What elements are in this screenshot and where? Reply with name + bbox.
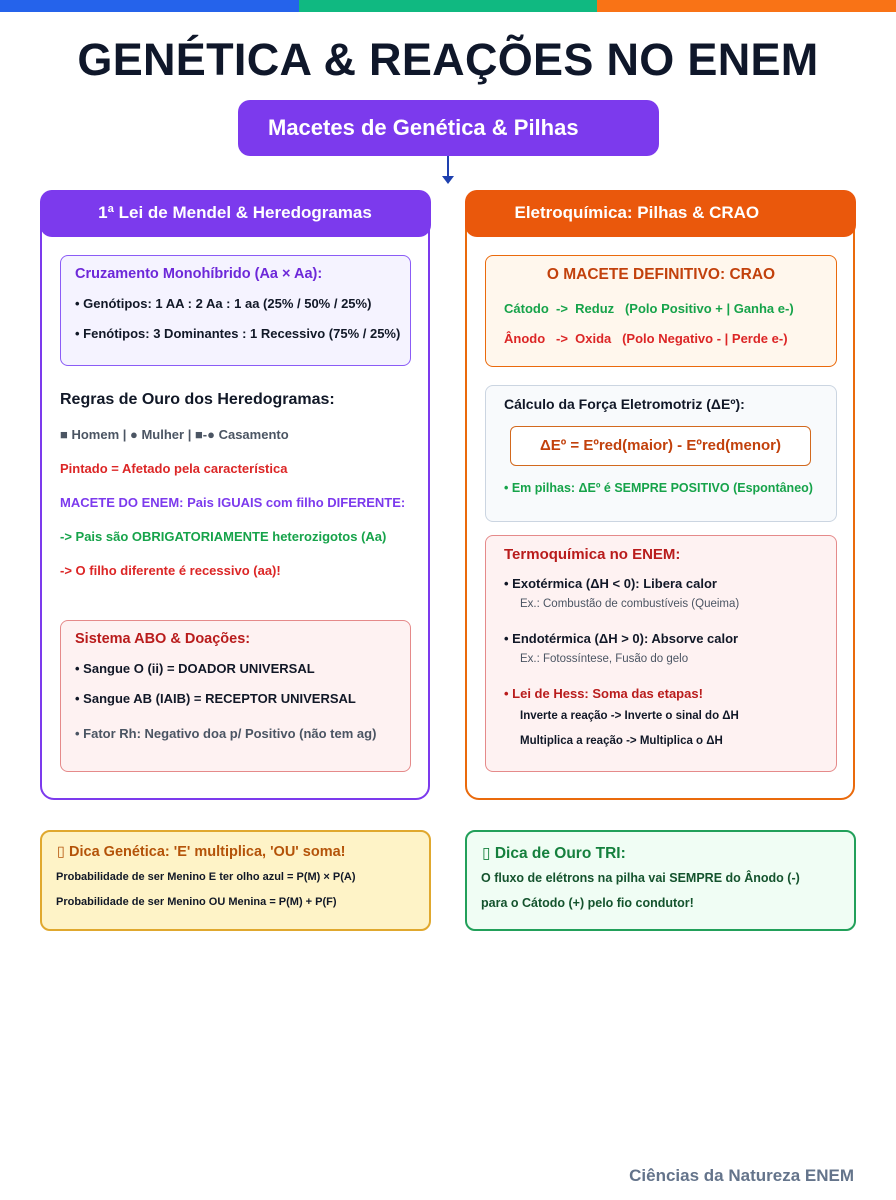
genetics-header-text: 1ª Lei de Mendel & Heredogramas	[98, 203, 372, 222]
connector-line	[447, 156, 449, 178]
tri-tip-box	[465, 830, 856, 931]
emf-box	[485, 385, 837, 522]
emf-formula: ΔEº = Eºred(maior) - Eºred(menor)	[539, 437, 781, 454]
subtitle-text: Macetes de Genética & Pilhas	[268, 115, 579, 140]
blood-ab-line: • Sangue AB (IAIB) = RECEPTOR UNIVERSAL	[75, 691, 356, 706]
exothermic-line: • Exotérmica (ΔH < 0): Libera calor	[504, 576, 717, 591]
recessive-rule: -> O filho diferente é recessivo (aa)!	[60, 563, 281, 578]
top-bar-orange-segment	[597, 0, 896, 12]
emf-formula-box	[510, 426, 811, 466]
emf-note: • Em pilhas: ΔEº é SEMPRE POSITIVO (Espontâneo)	[504, 481, 813, 495]
top-color-bar	[0, 0, 896, 12]
endothermic-line: • Endotérmica (ΔH > 0): Absorve calor	[504, 631, 739, 646]
affected-rule: Pintado = Afetado pela característica	[60, 461, 288, 476]
tri-tip-title: ▯ Dica de Ouro TRI:	[482, 845, 626, 862]
thermochemistry-title: Termoquímica no ENEM:	[504, 546, 681, 563]
monohybrid-box	[60, 255, 411, 366]
hess-invert-line: Inverte a reação -> Inverte o sinal do ΔH	[520, 710, 739, 722]
endothermic-example: Ex.: Fotossíntese, Fusão do gelo	[520, 653, 689, 665]
genotypes-line: • Genótipos: 1 AA : 2 Aa : 1 aa (25% / 50% / 25%)	[75, 296, 372, 311]
genetics-tip-box	[40, 830, 431, 931]
crao-title: O MACETE DEFINITIVO: CRAO	[546, 266, 776, 283]
genetics-tip-title: ▯ Dica Genética: 'E' multiplica, 'OU' soma!	[57, 844, 346, 860]
hess-multiply-line: Multiplica a reação -> Multiplica o ΔH	[520, 735, 723, 747]
electrochemistry-column	[465, 190, 855, 800]
anode-line: Ânodo -> Oxida (Polo Negativo - | Perde e-)	[504, 331, 788, 346]
hess-law-line: • Lei de Hess: Soma das etapas!	[504, 686, 703, 701]
tri-tip-line-1: O fluxo de elétrons na pilha vai SEMPRE do Ânodo (-)	[481, 871, 800, 885]
abo-title: Sistema ABO & Doações:	[75, 631, 251, 647]
top-bar-blue-segment	[0, 0, 299, 12]
electrochemistry-column-header	[465, 190, 856, 237]
electrochemistry-header-text: Eletroquímica: Pilhas & CRAO	[514, 203, 760, 222]
pedigree-legend: ■ Homem | ● Mulher | ■-● Casamento	[60, 427, 289, 442]
genetics-tip-line-1: Probabilidade de ser Menino E ter olho azul = P(M) × P(A)	[56, 871, 356, 883]
abo-box	[60, 620, 411, 772]
phenotypes-line: • Fenótipos: 3 Dominantes : 1 Recessivo (75% / 25%)	[75, 326, 401, 341]
rh-factor-line: • Fator Rh: Negativo doa p/ Positivo (não tem ag)	[75, 726, 377, 741]
pedigree-rules-title: Regras de Ouro dos Heredogramas:	[60, 391, 335, 408]
genetics-tip-line-2: Probabilidade de ser Menino OU Menina = P(M) + P(F)	[56, 896, 337, 908]
connector-arrow-icon	[442, 176, 454, 184]
blood-o-line: • Sangue O (ii) = DOADOR UNIVERSAL	[75, 661, 315, 676]
subtitle-pill	[238, 100, 659, 156]
crao-box	[485, 255, 837, 367]
genetics-column-header	[40, 190, 431, 237]
exothermic-example: Ex.: Combustão de combustíveis (Queima)	[520, 598, 740, 610]
genetics-column	[40, 190, 430, 800]
footer-credit: Ciências da Natureza ENEM	[629, 1166, 854, 1185]
monohybrid-title: Cruzamento Monohíbrido (Aa × Aa):	[75, 266, 323, 282]
heterozygous-rule: -> Pais são OBRIGATORIAMENTE heterozigotos (Aa)	[60, 529, 387, 544]
top-bar-green-segment	[299, 0, 598, 12]
emf-title: Cálculo da Força Eletromotriz (ΔEº):	[504, 396, 745, 412]
enem-macete-rule: MACETE DO ENEM: Pais IGUAIS com filho DIFERENTE:	[60, 495, 406, 510]
tri-tip-line-2: para o Cátodo (+) pelo fio condutor!	[481, 896, 694, 910]
cathode-line: Cátodo -> Reduz (Polo Positivo + | Ganha e-)	[504, 301, 794, 316]
page-title: GENÉTICA & REAÇÕES NO ENEM	[77, 34, 819, 85]
thermochemistry-box	[485, 535, 837, 772]
